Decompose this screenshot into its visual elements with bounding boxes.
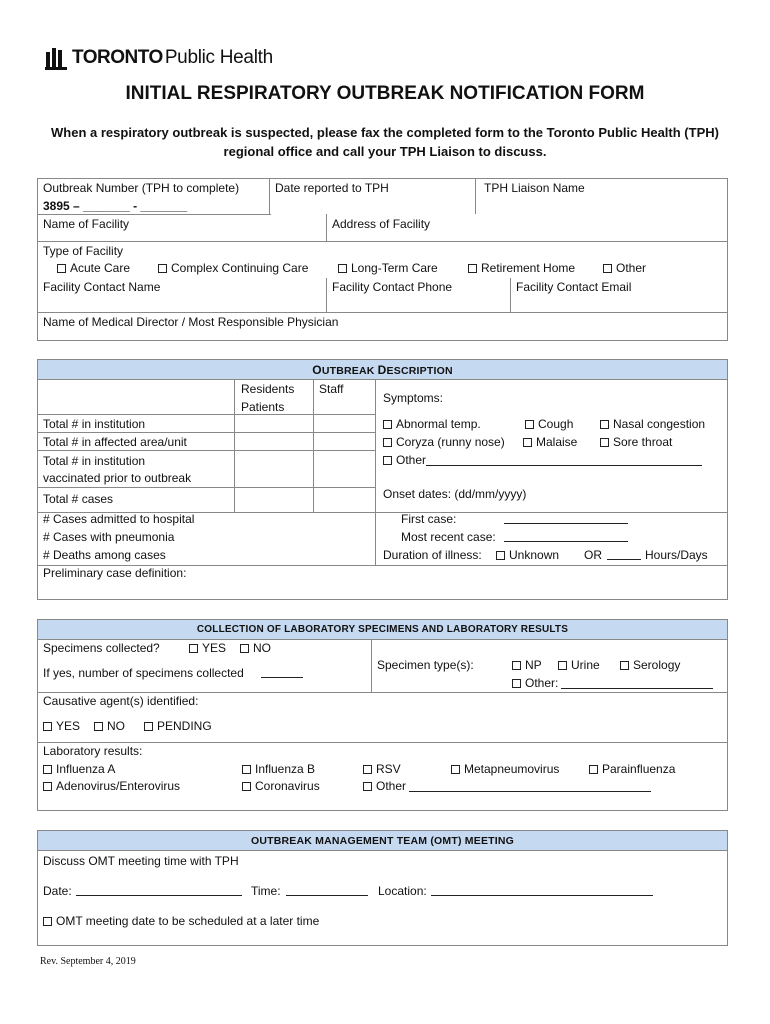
row-total-vaccinated-line1: Total # in institution [43,454,146,468]
agents-pending[interactable]: PENDING [144,719,212,733]
row-total-vaccinated-line2: vaccinated prior to outbreak [43,471,192,485]
facility-type-long-term-care[interactable]: Long-Term Care [338,261,438,275]
checkbox-icon [512,661,521,670]
omt-location-label: Location: [378,884,427,898]
checkbox-icon [43,765,52,774]
checkbox-icon [558,661,567,670]
checkbox-icon [383,456,392,465]
lab-parainfluenza[interactable]: Parainfluenza [589,762,675,776]
symptom-abnormal-temp[interactable]: Abnormal temp. [383,417,481,431]
symptom-sore-throat[interactable]: Sore throat [600,435,672,449]
checkbox-icon [94,722,103,731]
omt-later-option[interactable]: OMT meeting date to be scheduled at a later time [43,914,319,928]
lab-specimens-header: COLLECTION OF LABORATORY SPECIMENS AND LABORATORY RESULTS [38,620,727,640]
patients-column-header: Patients [241,400,285,414]
specimen-urine[interactable]: Urine [558,658,600,672]
checkbox-icon [43,722,52,731]
form-instructions: When a respiratory outbreak is suspected, please fax the completed form to the Toronto Public Health (TPH) regional office and call your TPH Liaison to discuss. [51,125,719,159]
checkbox-icon [383,438,392,447]
checkbox-icon [363,765,372,774]
checkbox-icon [620,661,629,670]
duration-label: Duration of illness: [383,548,482,562]
lab-rsv[interactable]: RSV [363,762,401,776]
checkbox-icon [240,644,249,653]
medical-director-label: Name of Medical Director / Most Responsible Physician [43,315,339,329]
residents-column-header: Residents [241,382,295,396]
checkbox-icon [589,765,598,774]
toronto-public-health-logo [45,44,273,72]
number-collected-field[interactable] [261,666,303,678]
checkbox-icon [363,782,372,791]
lab-influenza-a[interactable]: Influenza A [43,762,115,776]
row-cases-hospital: # Cases admitted to hospital [43,512,195,526]
lab-other-field[interactable] [409,780,651,792]
agents-no[interactable]: NO [94,719,125,733]
outbreak-number-field[interactable]: 3895 – _______ - _______ [43,199,188,213]
agents-yes[interactable]: YES [43,719,80,733]
hours-days-label: Hours/Days [645,548,708,562]
logo-regular-text: Public Health [164,47,273,68]
omt-meeting-header: OUTBREAK MANAGEMENT TEAM (OMT) MEETING [38,831,727,851]
lab-results-label: Laboratory results: [43,744,143,758]
specimens-no[interactable]: NO [240,641,271,655]
facility-type-retirement-home[interactable]: Retirement Home [468,261,575,275]
checkbox-icon [43,782,52,791]
row-total-cases: Total # cases [43,492,114,506]
contact-phone-label: Facility Contact Phone [332,280,453,294]
omt-location-field[interactable] [431,884,653,896]
contact-name-label: Facility Contact Name [43,280,161,294]
facility-type-label: Type of Facility [43,244,124,258]
lab-coronavirus[interactable]: Coronavirus [242,779,320,793]
most-recent-case-field[interactable] [504,530,628,542]
checkbox-icon [338,264,347,273]
lab-influenza-b[interactable]: Influenza B [242,762,315,776]
staff-column-header: Staff [319,382,344,396]
city-hall-icon [45,46,67,70]
logo-bold-text: TORONTO [72,47,163,68]
most-recent-case-label: Most recent case: [401,530,496,544]
facility-type-complex-care[interactable]: Complex Continuing Care [158,261,308,275]
row-cases-pneumonia: # Cases with pneumonia [43,530,175,544]
preliminary-case-definition-label: Preliminary case definition: [43,566,187,580]
checkbox-icon [512,679,521,688]
checkbox-icon [43,917,52,926]
number-collected-label: If yes, number of specimens collected [43,666,244,680]
specimens-collected-label: Specimens collected? [43,641,160,655]
row-deaths: # Deaths among cases [43,548,166,562]
lab-adenovirus[interactable]: Adenovirus/Enterovirus [43,779,180,793]
specimens-yes[interactable]: YES [189,641,226,655]
duration-field[interactable] [607,548,641,560]
omt-date-field[interactable] [76,884,242,896]
checkbox-icon [144,722,153,731]
checkbox-icon [383,420,392,429]
first-case-field[interactable] [504,512,628,524]
facility-name-label: Name of Facility [43,217,130,231]
facility-type-other[interactable]: Other [603,261,646,275]
omt-time-label: Time: [251,884,281,898]
specimen-other-field[interactable] [561,677,713,689]
symptom-other[interactable]: Other [383,453,702,467]
facility-address-label: Address of Facility [332,217,431,231]
checkbox-icon [523,438,532,447]
symptom-cough[interactable]: Cough [525,417,573,431]
specimen-other[interactable]: Other: [512,676,713,690]
revision-date: Rev. September 4, 2019 [40,956,136,967]
omt-time-field[interactable] [286,884,368,896]
first-case-label: First case: [401,512,457,526]
symptom-nasal-congestion[interactable]: Nasal congestion [600,417,705,431]
date-reported-label: Date reported to TPH [275,181,389,195]
symptom-malaise[interactable]: Malaise [523,435,577,449]
outbreak-description-header: OUTBREAK DESCRIPTION [38,360,727,380]
checkbox-icon [496,551,505,560]
outbreak-number-label: Outbreak Number (TPH to complete) [43,181,240,195]
duration-unknown[interactable]: Unknown [496,548,559,562]
checkbox-icon [600,420,609,429]
checkbox-icon [525,420,534,429]
omt-date-label: Date: [43,884,72,898]
specimen-serology[interactable]: Serology [620,658,680,672]
contact-email-label: Facility Contact Email [516,280,632,294]
symptom-coryza[interactable]: Coryza (runny nose) [383,435,505,449]
row-total-institution: Total # in institution [43,417,146,431]
checkbox-icon [468,264,477,273]
discuss-omt-label: Discuss OMT meeting time with TPH [43,854,239,868]
specimen-np[interactable]: NP [512,658,542,672]
facility-type-acute-care[interactable]: Acute Care [57,261,130,275]
form-title: INITIAL RESPIRATORY OUTBREAK NOTIFICATION FORM [125,83,645,104]
causative-agents-label: Causative agent(s) identified: [43,694,199,708]
checkbox-icon [451,765,460,774]
checkbox-icon [189,644,198,653]
checkbox-icon [603,264,612,273]
specimen-types-label: Specimen type(s): [377,658,474,672]
tph-liaison-label: TPH Liaison Name [484,181,585,195]
checkbox-icon [242,782,251,791]
checkbox-icon [242,765,251,774]
checkbox-icon [600,438,609,447]
checkbox-icon [158,264,167,273]
symptoms-label: Symptoms: [383,391,444,405]
duration-or: OR [584,548,602,562]
onset-dates-label: Onset dates: (dd/mm/yyyy) [383,487,527,501]
row-total-affected-area: Total # in affected area/unit [43,435,187,449]
lab-metapneumovirus[interactable]: Metapneumovirus [451,762,559,776]
lab-other[interactable]: Other [363,779,651,793]
checkbox-icon [57,264,66,273]
symptom-other-field[interactable] [426,454,702,466]
